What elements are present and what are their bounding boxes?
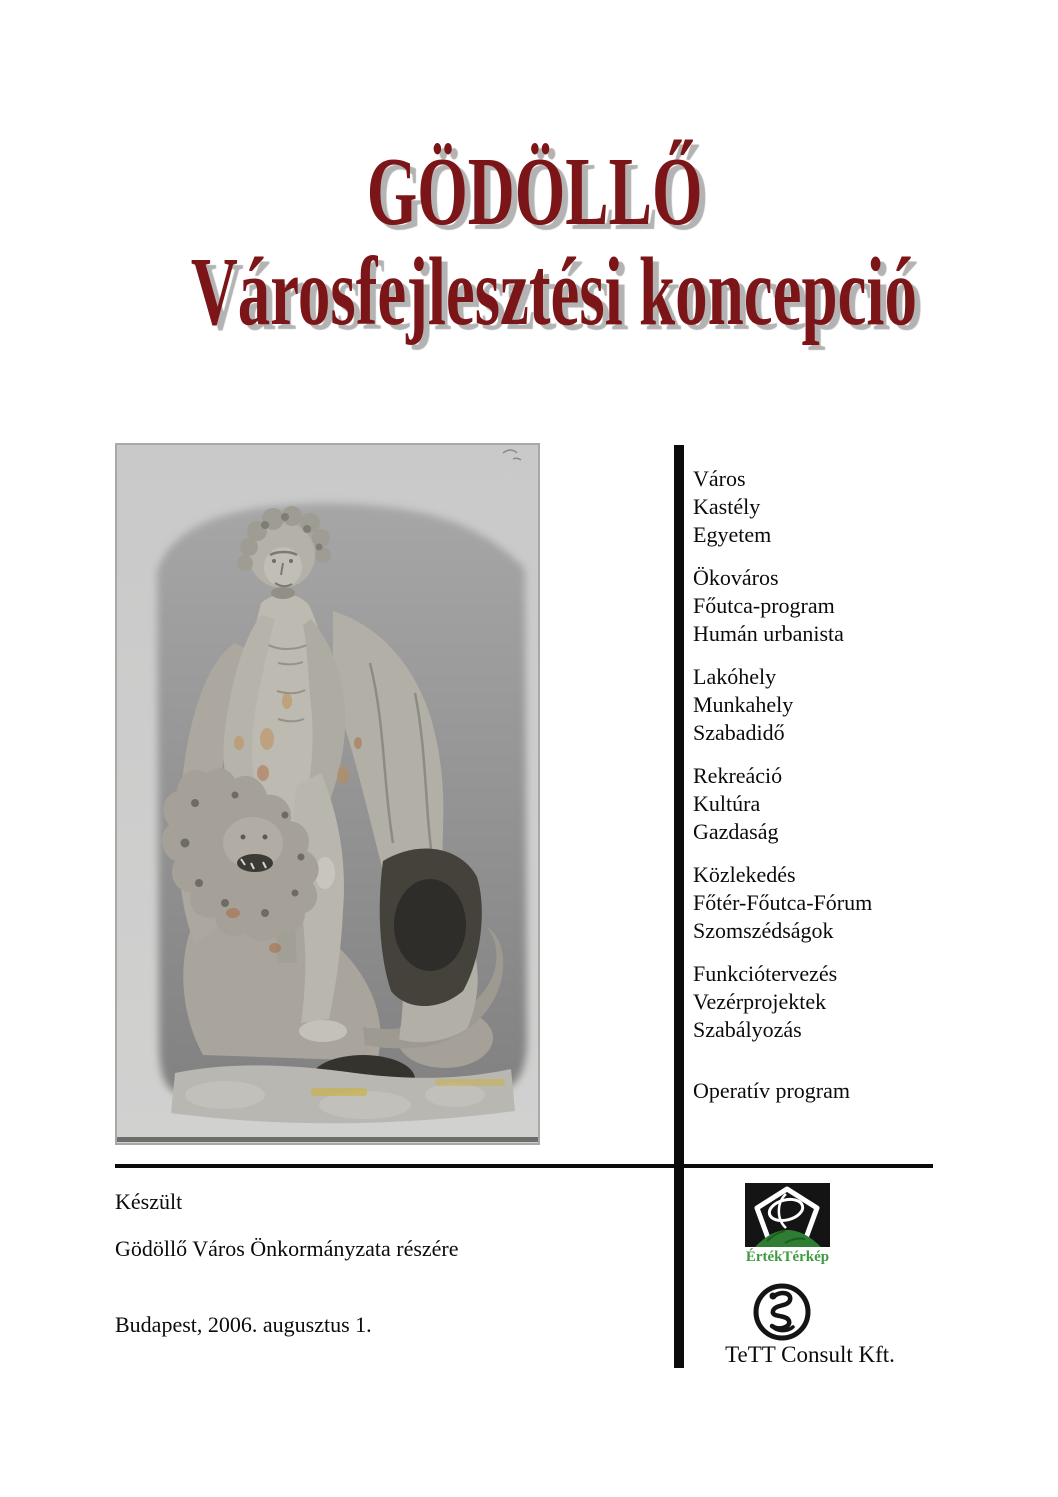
topic-item: Vezérprojektek xyxy=(693,989,827,1014)
topic-group xyxy=(693,960,953,1044)
statue-illustration xyxy=(115,443,540,1145)
topic-item: Rekreáció xyxy=(693,763,783,788)
ertekterkep-logo xyxy=(745,1183,830,1266)
credit-line-client: Gödöllő Város Önkormányzata részére xyxy=(115,1236,459,1261)
topic-item: Kastély xyxy=(693,494,761,519)
topic-item: Humán urbanista xyxy=(693,621,844,646)
page-subtitle-text: Városfejlesztési koncepció xyxy=(190,238,917,345)
topic-group xyxy=(693,762,953,846)
topic-item: Szomszédságok xyxy=(693,918,834,943)
topic-item: Közlekedés xyxy=(693,862,796,887)
topic-group xyxy=(693,663,953,747)
page-subtitle xyxy=(12,238,1058,345)
statue-photo xyxy=(115,443,540,1145)
topic-item: Ökováros xyxy=(693,565,779,590)
topic-item: Szabadidő xyxy=(693,720,785,745)
topic-item: Szabályozás xyxy=(693,1017,802,1042)
topic-item: Munkahely xyxy=(693,692,794,717)
snake-circle-icon xyxy=(752,1282,812,1342)
tett-consult-label: TeTT Consult Kft. xyxy=(725,1342,895,1367)
topic-group xyxy=(693,564,953,648)
topic-item: Lakóhely xyxy=(693,664,777,689)
topic-item-operativ-program: Operatív program xyxy=(693,1078,850,1103)
topic-list xyxy=(693,465,953,1105)
topic-item: Funkciótervezés xyxy=(693,961,838,986)
credit-line-date: Budapest, 2006. augusztus 1. xyxy=(115,1312,372,1337)
topic-item: Főutca-program xyxy=(693,593,835,618)
topic-group xyxy=(693,861,953,945)
topic-item: Főtér-Főutca-Fórum xyxy=(693,890,873,915)
horizontal-divider xyxy=(115,1164,933,1168)
globe-pentagon-hill-icon xyxy=(745,1183,830,1247)
tett-consult-logo xyxy=(700,1282,920,1372)
page-title-text: GÖDÖLLŐ xyxy=(367,138,703,245)
topic-group xyxy=(693,465,953,549)
page-title xyxy=(12,138,1058,245)
ertekterkep-label: ÉrtékTérkép xyxy=(745,1249,830,1265)
vertical-divider xyxy=(674,445,684,1368)
topic-item: Egyetem xyxy=(693,522,772,547)
credit-line-keszult: Készült xyxy=(115,1189,183,1214)
topic-item: Kultúra xyxy=(693,791,761,816)
title-block xyxy=(12,138,1058,345)
topic-item: Város xyxy=(693,466,746,491)
topic-item: Gazdaság xyxy=(693,819,779,844)
